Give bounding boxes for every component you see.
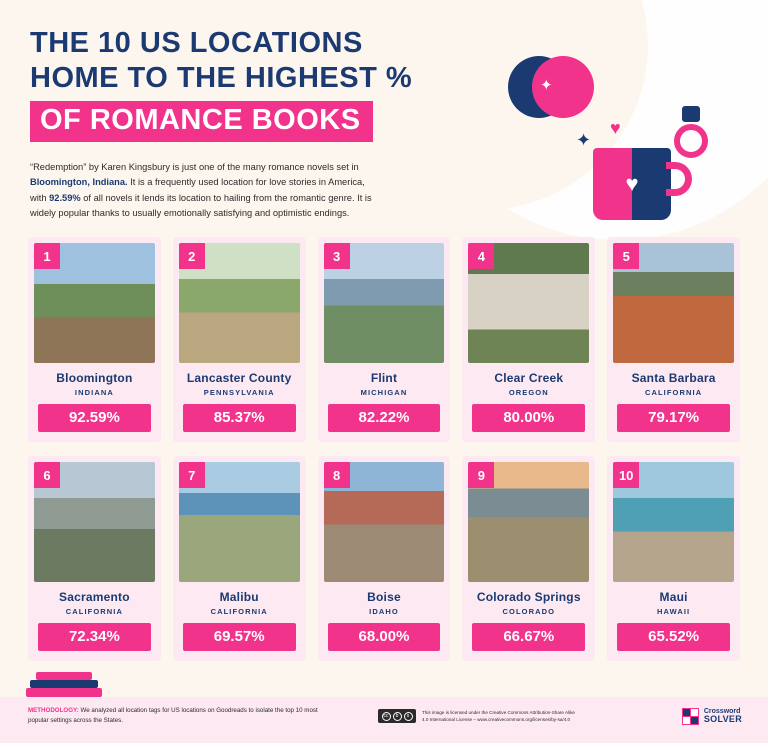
city-name: Clear Creek [494,371,564,386]
city-name: Colorado Springs [476,590,581,605]
crossword-grid-icon [682,708,699,725]
cc-dot-icon: cc [383,713,389,719]
percent-value: 69.57% [183,623,296,651]
book-shape [26,688,102,697]
city-name: Sacramento [59,590,130,605]
percent-value: 85.37% [183,404,296,432]
location-card[interactable] [28,456,161,661]
location-photo [468,243,589,363]
state-name: PENNSYLVANIA [203,388,275,398]
city-name: Bloomington [56,371,133,386]
state-name: HAWAII [656,607,691,617]
brand-logo[interactable] [682,708,742,725]
intro-text-1: “Redemption” by Karen Kingsbury is just one of the many romance novels set in [30,162,359,173]
state-name: CALIFORNIA [65,607,124,617]
page-title-line-3: OF ROMANCE BOOKS [30,101,373,142]
methodology-label: METHODOLOGY: [28,707,79,714]
state-name: MICHIGAN [360,388,408,398]
location-card[interactable] [462,237,595,442]
heart-icon: ♥ [610,118,621,138]
rank-badge: 2 [179,243,205,269]
logo-line-1: Crossword [703,708,741,716]
logo-line-2: SOLVER [703,714,742,725]
rank-badge: 10 [613,462,639,488]
percent-value: 79.17% [617,404,730,432]
state-name: CALIFORNIA [644,388,703,398]
intro-bold-percent: 92.59% [49,192,81,203]
location-photo [324,243,445,363]
location-card[interactable] [28,237,161,442]
location-photo [179,462,300,582]
methodology-note [28,706,328,725]
city-name: Flint [370,371,398,386]
location-card[interactable] [607,237,740,442]
methodology-text: We analyzed all location tags for US locations on Goodreads to isolate the top 10 most popular settings across the States. [28,707,318,724]
percent-value: 68.00% [328,623,441,651]
location-photo [613,462,734,582]
header [0,0,768,221]
state-name: CALIFORNIA [210,607,268,617]
books-illustration [26,671,102,697]
city-name: Lancaster County [186,371,292,386]
location-photo [179,243,300,363]
state-name: OREGON [508,388,549,398]
rank-badge: 1 [34,243,60,269]
license-block [378,709,592,724]
state-name: INDIANA [74,388,114,398]
creative-commons-icon [378,709,416,723]
rank-badge: 8 [324,462,350,488]
city-name: Santa Barbara [631,371,716,386]
intro-bold-location: Bloomington, Indiana. [30,177,128,188]
location-photo [324,462,445,582]
location-card[interactable] [173,237,306,442]
state-name: IDAHO [369,607,399,617]
state-name: COLORADO [502,607,556,617]
rank-badge: 4 [468,243,494,269]
license-line-1: This image is licensed under the Creative Commons Attribution-Share Alike [422,710,575,715]
location-photo [34,243,155,363]
locations-grid [28,237,740,661]
percent-value: 82.22% [328,404,441,432]
percent-value: 72.34% [38,623,151,651]
percent-value: 80.00% [472,404,585,432]
location-card[interactable] [318,237,451,442]
sparkle-icon: ✦ [684,132,695,146]
location-card[interactable] [607,456,740,661]
rank-badge: 7 [179,462,205,488]
percent-value: 66.67% [472,623,585,651]
location-card[interactable] [173,456,306,661]
city-name: Malibu [219,590,259,605]
cc-sa-icon: s [404,712,413,721]
license-line-2: 4.0 International License – www.creativecommons.org/licenses/by-sa/4.0 [422,717,571,723]
percent-value: 65.52% [617,623,730,651]
page-title-line-2: HOME TO THE HIGHEST % [30,62,413,95]
cc-by-icon: b [393,712,402,721]
heart-icon: ♥ [625,171,639,196]
intro-text-3: of all novels it lends its location to hailing from the romantic genre. It is widely popular thanks to usually emotionally satisfying and optimistic endings. [30,192,372,219]
city-name: Boise [367,590,401,605]
intro-paragraph [30,160,380,221]
city-name: Maui [659,590,688,605]
license-text [422,709,592,724]
rank-badge: 6 [34,462,60,488]
rank-badge: 5 [613,243,639,269]
location-card[interactable] [318,456,451,661]
rank-badge: 3 [324,243,350,269]
location-card[interactable] [462,456,595,661]
sparkle-icon: ✦ [540,77,553,94]
sparkle-icon: ✦ [576,130,592,150]
location-photo [613,243,734,363]
rank-badge: 9 [468,462,494,488]
percent-value: 92.59% [38,404,151,432]
location-photo [468,462,589,582]
book-shape [30,680,98,688]
location-photo [34,462,155,582]
book-shape [36,672,92,680]
page-title-line-1: THE 10 US LOCATIONS [30,27,363,59]
footer [0,697,768,743]
intro-text-2: It is a frequently used location for love stories in America, with [30,177,365,203]
